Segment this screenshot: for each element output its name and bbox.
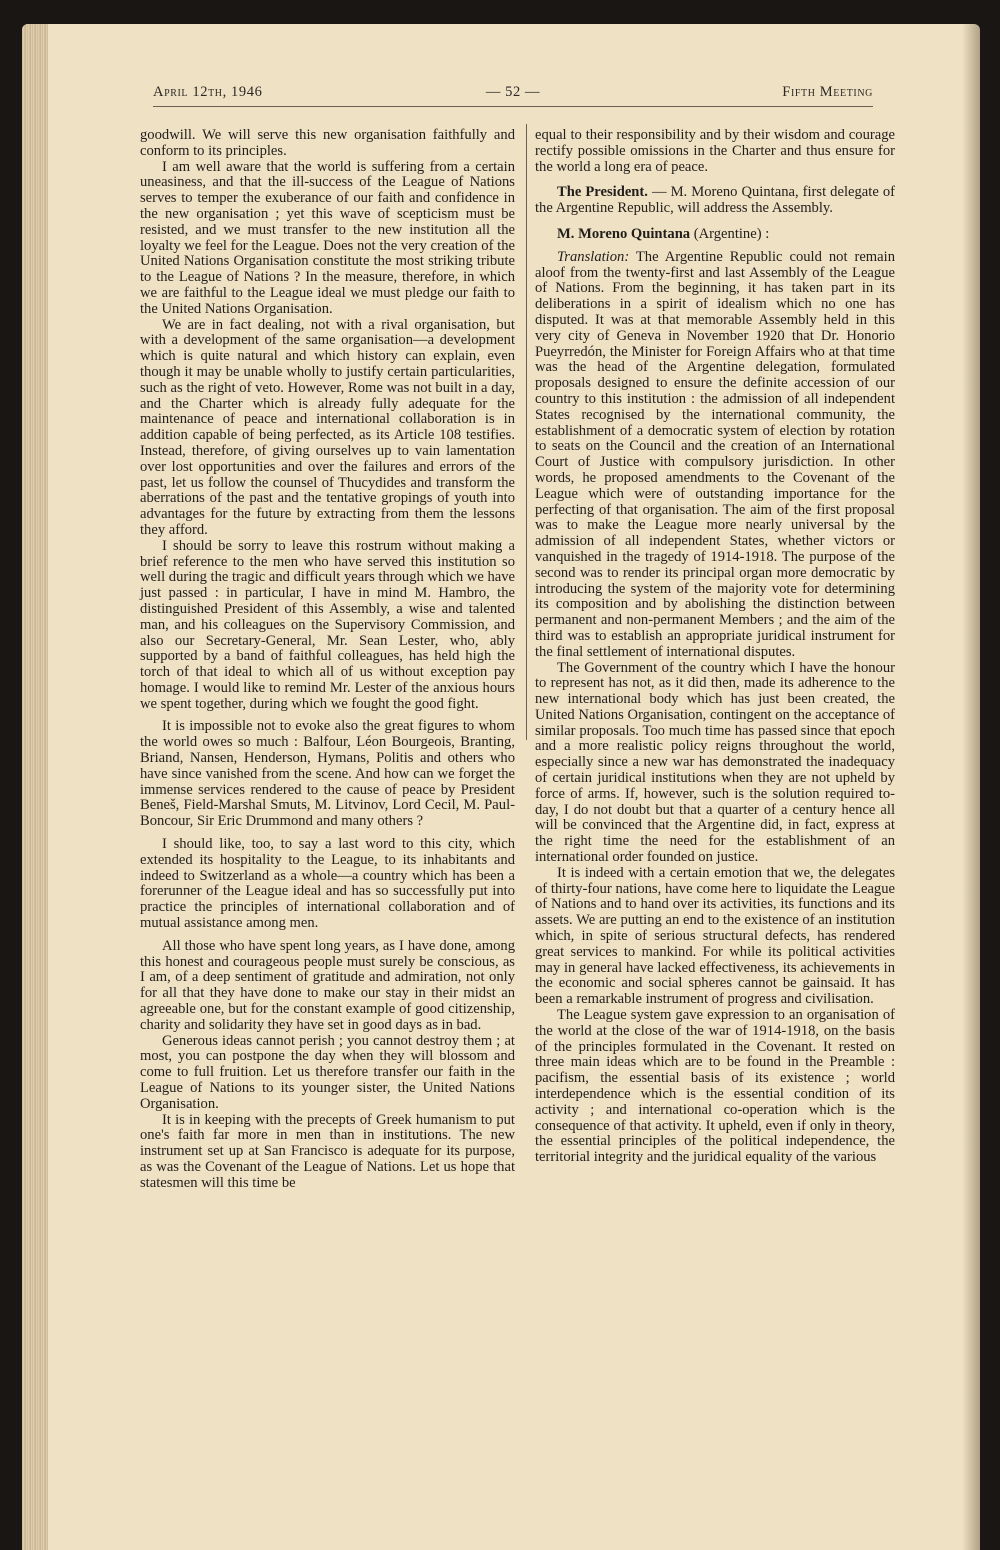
paragraph: It is in keeping with the precepts of Greek humanism to put one's faith far more in men than in institutions. The new instrument set up at San Francisco is adequate for its purpose, as was the Covenant of the League of Nations. Let us hope that statesmen will this time be [140, 1111, 515, 1191]
paragraph: It is indeed with a certain emotion that we, the delegates of thirty-four nations, have come here to liquidate the League of Nations and to hand over its activities, its functions and its assets. We are putting an end to the existence of an institution which, in spite of serious structural defects, has rendered great services to mankind. For while its political activities may in general have lacked effectiveness, its achievements in the economic and social spheres cannot be gainsaid. It has been a remarkable instrument of progress and civilisation. [535, 864, 895, 1008]
paragraph: I should be sorry to leave this rostrum without making a brief reference to the men who have served this institution so well during the tragic and difficult years through which we have just passed : in particular, I have in mind M. Hambro, the distinguished President of this Assembly, a wise and talented man, and his colleagues on the Supervisory Commission, and also our Secretary-General, Mr. Sean Lester, who, ably supported by a band of faithful colleagues, has held high the torch of that ideal to which all of us without exception pay homage. I would like to remind Mr. Lester of the anxious hours we spent together, during which we fought the good fight. [140, 537, 515, 712]
left-column [140, 128, 515, 1192]
paragraph: Generous ideas cannot perish ; you cannot destroy them ; at most, you can postpone the day when they will blossom and come to full fruition. Let us therefore transfer our faith in the League of Nations to its younger sister, the United Nations Organisation. [140, 1032, 515, 1112]
page-edge-stack [22, 24, 48, 1550]
paragraph: The League system gave expression to an organisation of the world at the close of the war of 1914-1918, on the basis of the principles formulated in the Covenant. It rested on three main ideas which are to be found in the Preamble : pacifism, the essential basis of its existence ; world interdependence which is the essential condition of its activity ; and international co-operation which is the consequence of that activity. It upheld, even if only in theory, the essential principles of the political independence, the territorial integrity and the juridical equality of the various [535, 1007, 895, 1166]
header-page-number: — 52 — [485, 84, 541, 100]
paragraph: goodwill. We will serve this new organisation faithfully and conform to its principles. [140, 127, 515, 159]
president-intervention [535, 185, 895, 217]
header-date: April 12th, 1946 [153, 84, 263, 100]
paragraph: We are in fact dealing, not with a rival organisation, but with a development of the same organisation—a development which is quite natural and which history can explain, even though it may be unable wholly to justify certain particularities, such as the right of veto. However, Rome was not built in a day, and the Charter which is already fully adequate for the maintenance of peace and international collaboration is in addition capable of being perfected, as its Article 108 testifies. Instead, therefore, of giving ourselves up to vain lamentation over lost opportunities and over the failures and errors of the past, let us follow the counsel of Thucydides and transform the aberrations of the past and the tentative gropings of youth into advantages for the future by extracting from them the lessons they afford. [140, 316, 515, 538]
speech-text: The Argentine Republic could not remain aloof from the twenty-first and last Assembly of the League of Nations. From the beginning, it has taken part in its deliberations in a spirit of idealism which no one has disputed. It was at that memorable Assembly held in this very city of Geneva in November 1920 that Dr. Honorio Pueyrredón, the Minister for Foreign Affairs who at that time was the head of the Argentine delegation, formulated proposals designed to ensure the definite accession of our country to this institution : the admission of all independent States recognised by the international community, the establishment of a democratic system of election by rotation to seats on the Council and the creation of an International Court of Justice with compulsory jurisdiction. In other words, he proposed amendments to the Covenant of the League which were of outstanding importance for the perfecting of that organisation. The aim of the first proposal was to make the League more nearly universal by the admission of all independent States, whether victors or vanquished in the tragedy of 1914-1918. The purpose of the second was to render its principal organ more democratic by introducing the system of the majority vote for determining its composition and by abolishing the distinction between permanent and non-permanent Members ; and the aim of the third was to establish an appropriate juridical instrument for the final settlement of international disputes. [535, 248, 895, 660]
speaker-country: (Argentine) : [690, 225, 770, 242]
translation-label: Translation: [557, 248, 630, 265]
column-divider [526, 124, 527, 740]
speaker-name: The President. [557, 184, 648, 201]
paragraph: I should like, too, to say a last word to this city, which extended its hospitality to the League, to its inhabitants and indeed to Switzerland as a whole—a country which has been a forerunner of the League ideal and has so successfully put into practice the principles of international collaboration and of mutual assistance among men. [140, 836, 515, 932]
header-meeting: Fifth Meeting [782, 84, 873, 100]
translated-speech [535, 250, 895, 661]
paragraph: equal to their responsibility and by their wisdom and courage rectify possible omissions in the Charter and thus ensure for the world a long era of peace. [535, 127, 895, 175]
speaker-name: M. Moreno Quintana [557, 225, 691, 242]
speech-text: — M. Moreno Quintana, first delegate of the Argentine Republic, will address the Assembly. [535, 184, 895, 217]
paragraph: I am well aware that the world is suffering from a certain uneasiness, and that the ill-success of the League of Nations serves to temper the exuberance of our faith and confidence in the new organisation ; yet this wave of scepticism must be resisted, and we must transfer to the new institution all the loyalty we feel for the League. Does not the very creation of the United Nations Organisation constitute the most striking tribute to the League of Nations ? In the measure, therefore, in which we are faithful to the League ideal we must pledge our faith to the United Nations Organisation. [140, 158, 515, 317]
paragraph: It is impossible not to evoke also the great figures to whom the world owes so much : Balfour, Léon Bourgeois, Branting, Briand, Nansen, Henderson, Hymans, Politis and others who have since vanished from the scene. And how can we forget the immense services rendered to the cause of peace by President Beneš, Field-Marshal Smuts, M. Litvinov, Lord Cecil, M. Paul-Boncour, Sir Eric Drummond and many others ? [140, 718, 515, 830]
header-rule [153, 106, 873, 107]
running-header [153, 84, 873, 106]
paragraph: The Government of the country which I have the honour to represent has not, as it did then, made its adherence to the new international body which has just been created, the United Nations Organisation, contingent on the acceptance of similar proposals. Too much time has passed since that epoch and a more realistic policy reigns throughout the world, especially since a new war has demonstrated the inadequacy of certain juridical institutions when they are not upheld by force of arms. If, however, such is the solution required to-day, I do not doubt but that a quarter of a century hence all will be convinced that the Argentine did, in fact, express at the right time the need for the establishment of an international order founded on justice. [535, 659, 895, 866]
binding-shadow [962, 24, 980, 1550]
paragraph: All those who have spent long years, as I have done, among this honest and courageous people must surely be conscious, as I am, of a deep sentiment of gratitude and admiration, not only for all that they have done to make our stay in their midst an agreeable one, but for the constant example of good citizenship, charity and solidarity they have set in good days as in bad. [140, 937, 515, 1033]
delegate-heading [535, 227, 895, 243]
right-column [535, 128, 895, 1166]
